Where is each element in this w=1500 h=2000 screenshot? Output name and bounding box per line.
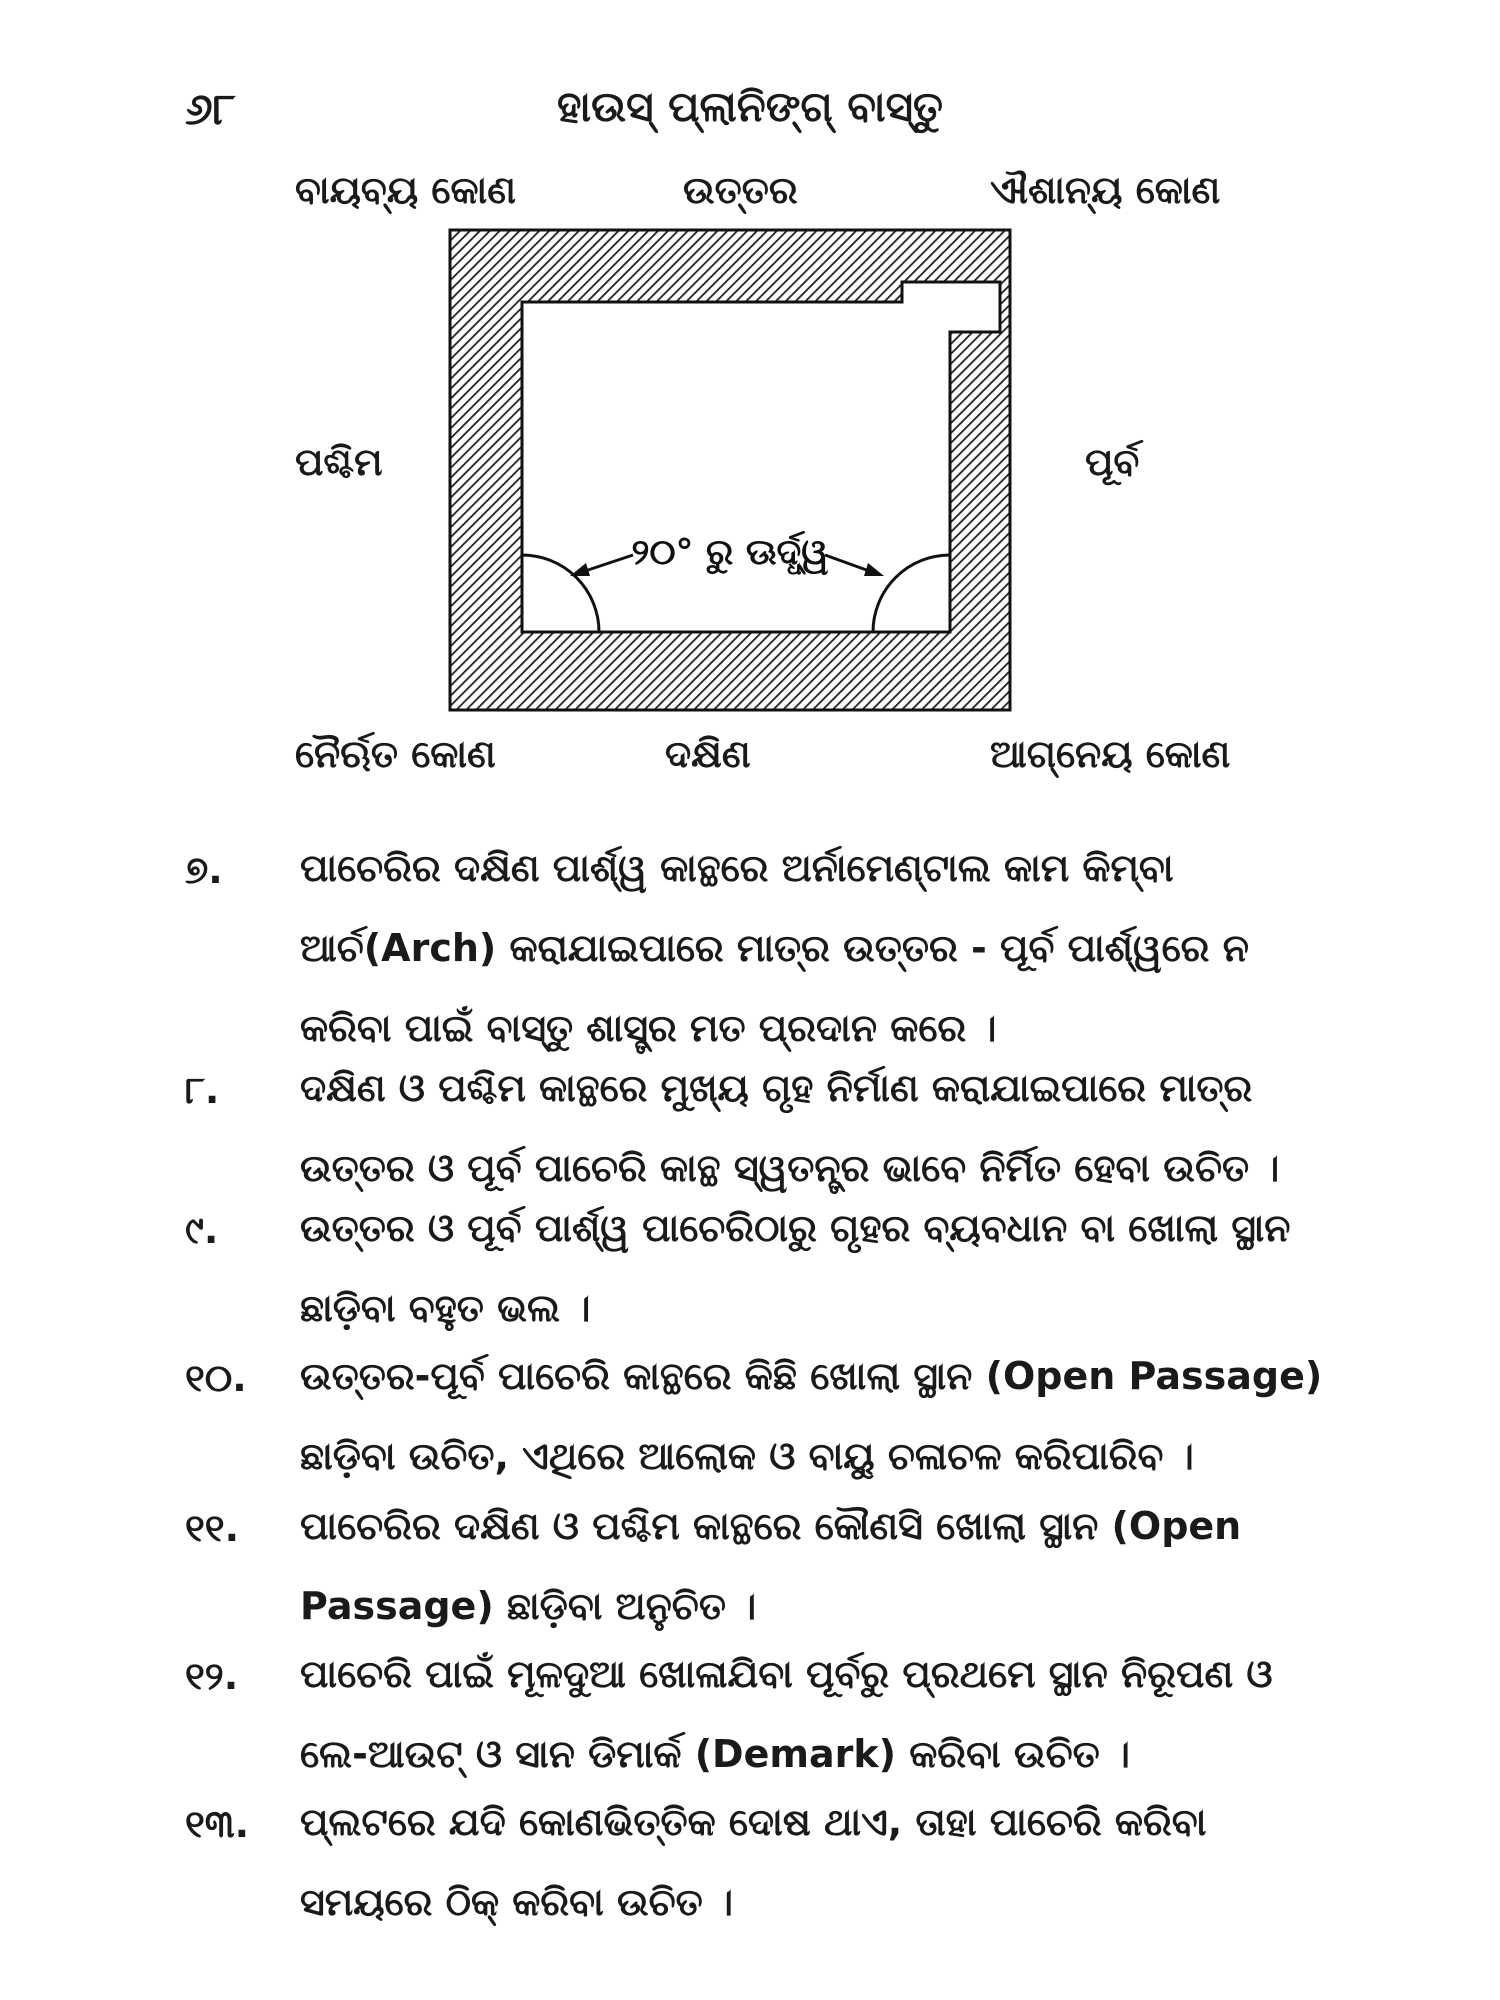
label-northwest: ବାୟବ୍ୟ କୋଣ [295,168,516,212]
item-text: ପାଚେରିର ଦକ୍ଷିଣ ପାର୍ଶ୍ୱ କାନ୍ଥରେ ଅର୍ନାମେଣ୍ଟାଲ କାମ କିମ୍ବା ଆର୍ଚ(Arch) କରାଯାଇପାରେ ମାତ୍ର ଉତ୍ତର - ପୂର୍ବ ପାର୍ଶ୍ୱରେ ନ କରିବା ପାଇଁ ବାସ୍ତୁ ଶାସ୍ତ୍ର ମତ ପ୍ରଦାନ କରେ । [300,846,1249,1050]
label-west: ପଶ୍ଚିମ [295,440,383,484]
se-corner-arc [873,555,950,632]
right-arrow-shaft [825,555,872,572]
sw-corner-arc [522,555,599,632]
item-number: ୧୩. [185,1802,250,1846]
item-text: ପାଚେରିର ଦକ୍ଷିଣ ଓ ପଶ୍ଚିମ କାନ୍ଥରେ କୌଣସି ଖୋଲା ସ୍ଥାନ (Open Passage) ଛାଡ଼ିବା ଅନୁଚିତ । [300,1504,1242,1628]
item-text: ଉତ୍ତର-ପୂର୍ବ ପାଚେରି କାନ୍ଥରେ କିଛି ଖୋଲା ସ୍ଥାନ (Open Passage) ଛାଡ଼ିବା ଉଚିତ, ଏଥିରେ ଆଲୋକ ଓ ବାୟୁ ଚଳାଚଳ କରିପାରିବ । [300,1354,1323,1478]
item-text: ପାଚେରି ପାଇଁ ମୂଳଦୁଆ ଖୋଳାଯିବା ପୂର୍ବରୁ ପ୍ରଥମେ ସ୍ଥାନ ନିରୂପଣ ଓ ଲେ-ଆଉଟ୍ ଓ ସାନ ଡିମାର୍କ (Demark) କରିବା ଉଚିତ । [300,1652,1273,1776]
item-number: ୮. [185,1068,220,1112]
item-number: ୧୦. [185,1356,247,1400]
label-northeast: ଐଶାନ୍ୟ କୋଣ [990,168,1221,212]
hatched-wall [450,230,1010,710]
item-number: ୧୨. [185,1654,239,1698]
item-number: ୭. [185,848,223,892]
right-arrow-head [864,563,884,576]
compound-wall-diagram [440,220,1020,720]
label-south: ଦକ୍ଷିଣ [665,732,751,776]
page-title: ହାଉସ୍ ପ୍ଲାନିଙ୍ଗ୍ ବାସ୍ତୁ [557,82,943,131]
item-text: ଉତ୍ତର ଓ ପୂର୍ବ ପାର୍ଶ୍ୱ ପାଚେରିଠାରୁ ଗୃହର ବ୍ୟବଧାନ ବା ଖୋଲା ସ୍ଥାନ ଛାଡ଼ିବା ବହୁତ ଭଲ । [300,1206,1291,1330]
left-arrow-head [570,563,590,576]
label-east: ପୂର୍ବ [1085,440,1140,484]
item-text: ପ୍ଲଟରେ ଯଦି କୋଣଭିତ୍ତିକ ଦୋଷ ଥାଏ, ତାହା ପାଚେରି କରିବା ସମୟରେ ଠିକ୍ କରିବା ଉଚିତ । [300,1800,1207,1924]
label-southeast: ଆଗ୍ନେୟ କୋଣ [990,732,1231,776]
item-text: ଦକ୍ଷିଣ ଓ ପଶ୍ଚିମ କାନ୍ଥରେ ମୁଖ୍ୟ ଗୃହ ନିର୍ମାଣ କରାଯାଇପାରେ ମାତ୍ର ଉତ୍ତର ଓ ପୂର୍ବ ପାଚେରି କାନ୍ଥ ସ୍ୱତନ୍ତ୍ର ଭାବେ ନିର୍ମିତ ହେବା ଉଚିତ । [300,1066,1280,1190]
item-number: ୯. [185,1208,219,1252]
label-north: ଉତ୍ତର [683,168,798,212]
page-number: ୬୮ [185,84,236,135]
label-southwest: ନୈର୍ଋତ କୋଣ [295,732,496,776]
angle-label: ୨୦° ରୁ ଊର୍ଦ୍ଧ୍ୱ [631,532,829,573]
item-number: ୧୧. [185,1506,240,1550]
left-arrow-shaft [582,555,633,572]
